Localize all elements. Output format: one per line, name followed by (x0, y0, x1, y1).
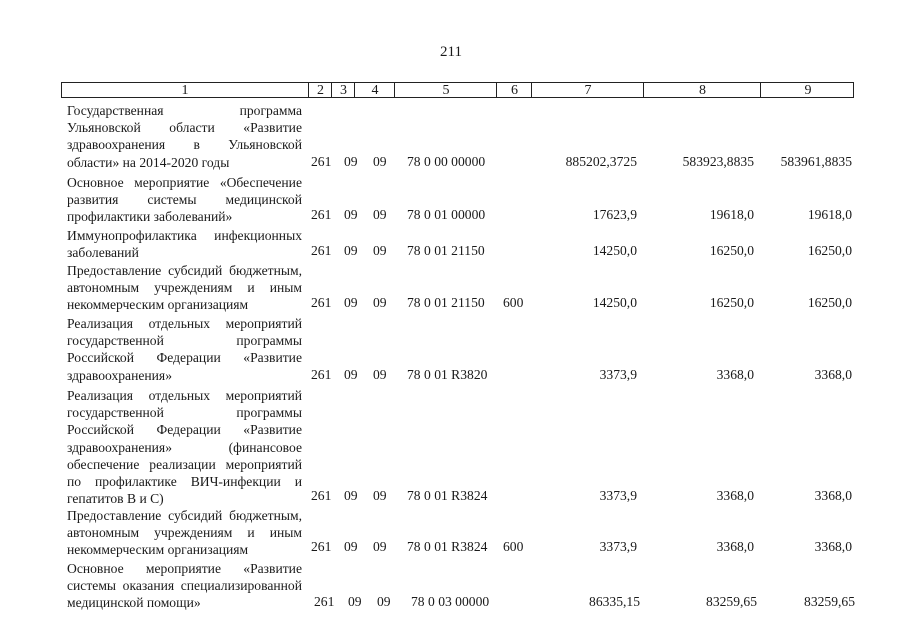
cell-col-2: 261 (311, 295, 332, 310)
cell-col-3: 09 (344, 295, 358, 310)
cell-col-8: 19618,0 (709, 207, 754, 222)
cell-col-5: 78 0 01 R3820 (407, 367, 488, 382)
cell-col-4: 09 (373, 295, 387, 310)
cell-col-6: 600 (503, 539, 524, 554)
row-description: Основное мероприятие «Обеспечение развития системы медицинской профилактики заболеваний» (67, 175, 302, 225)
header-col-4: 4 (354, 83, 395, 97)
cell-col-8: 83259,65 (706, 594, 757, 609)
cell-col-9: 3368,0 (814, 488, 852, 503)
cell-col-8: 3368,0 (716, 488, 754, 503)
cell-col-7: 3373,9 (599, 539, 637, 554)
cell-col-9: 16250,0 (807, 243, 852, 258)
cell-col-9: 83259,65 (804, 594, 855, 609)
row-description: Предоставление субсидий бюджетным, автономным учреждениям и иным некоммерческим организациям (67, 508, 302, 558)
cell-col-7: 17623,9 (592, 207, 637, 222)
cell-col-9: 583961,8835 (780, 154, 852, 169)
header-col-5: 5 (394, 83, 497, 97)
cell-col-2: 261 (311, 207, 332, 222)
cell-col-5: 78 0 01 R3824 (407, 539, 488, 554)
cell-col-6: 600 (503, 295, 524, 310)
header-col-8: 8 (643, 83, 761, 97)
header-col-7: 7 (531, 83, 644, 97)
row-description: Основное мероприятие «Развитие системы оказания специализированной медицинской помощи» (67, 561, 302, 611)
cell-col-3: 09 (344, 488, 358, 503)
row-description: Реализация отдельных мероприятий государственной программы Российской Федерации «Развитие здравоохранения» (67, 316, 302, 383)
cell-col-3: 09 (344, 539, 358, 554)
cell-col-5: 78 0 01 21150 (407, 295, 485, 310)
header-col-1: 1 (181, 83, 189, 98)
cell-col-7: 3373,9 (599, 367, 637, 382)
cell-col-4: 09 (373, 243, 387, 258)
header-col-9: 9 (760, 83, 855, 97)
cell-col-8: 3368,0 (716, 539, 754, 554)
row-description: Предоставление субсидий бюджетным, автономным учреждениям и иным некоммерческим организациям (67, 263, 302, 313)
cell-col-7: 3373,9 (599, 488, 637, 503)
cell-col-9: 16250,0 (807, 295, 852, 310)
header-col-3: 3 (331, 83, 355, 97)
cell-col-2: 261 (311, 243, 332, 258)
cell-col-2: 261 (311, 539, 332, 554)
cell-col-8: 16250,0 (709, 295, 754, 310)
cell-col-3: 09 (344, 154, 358, 169)
cell-col-5: 78 0 01 00000 (407, 207, 486, 222)
cell-col-7: 14250,0 (592, 295, 637, 310)
cell-col-5: 78 0 03 00000 (411, 594, 490, 609)
cell-col-9: 3368,0 (814, 539, 852, 554)
cell-col-2: 261 (311, 367, 332, 382)
cell-col-3: 09 (344, 207, 358, 222)
cell-col-7: 14250,0 (592, 243, 637, 258)
cell-col-7: 86335,15 (589, 594, 640, 609)
cell-col-5: 78 0 01 21150 (407, 243, 485, 258)
row-description: Государственная программа Ульяновской области «Развитие здравоохранения в Ульяновской области» на 2014-2020 годы (67, 103, 302, 170)
cell-col-9: 19618,0 (807, 207, 852, 222)
cell-col-4: 09 (373, 488, 387, 503)
cell-col-3: 09 (348, 594, 362, 609)
header-col-2: 2 (308, 83, 332, 97)
header-col-6: 6 (496, 83, 532, 97)
cell-col-4: 09 (373, 539, 387, 554)
cell-col-4: 09 (377, 594, 391, 609)
cell-col-3: 09 (344, 243, 358, 258)
cell-col-2: 261 (311, 154, 332, 169)
cell-col-2: 261 (311, 488, 332, 503)
cell-col-8: 3368,0 (716, 367, 754, 382)
cell-col-4: 09 (373, 207, 387, 222)
cell-col-9: 3368,0 (814, 367, 852, 382)
row-description: Иммунопрофилактика инфекционных заболеваний (67, 228, 302, 261)
row-description: Реализация отдельных мероприятий государственной программы Российской Федерации «Развитие здравоохранения» (финансовое обеспечение реализации мероприятий по профилактике ВИЧ-инфекции и гепатитов В и С) (67, 388, 302, 507)
cell-col-2: 261 (314, 594, 335, 609)
page-number: 211 (440, 44, 462, 60)
cell-col-5: 78 0 01 R3824 (407, 488, 488, 503)
cell-col-8: 583923,8835 (682, 154, 754, 169)
table-header (61, 82, 854, 98)
cell-col-4: 09 (373, 367, 387, 382)
cell-col-5: 78 0 00 00000 (407, 154, 486, 169)
cell-col-8: 16250,0 (709, 243, 754, 258)
cell-col-4: 09 (373, 154, 387, 169)
cell-col-7: 885202,3725 (565, 154, 637, 169)
cell-col-3: 09 (344, 367, 358, 382)
